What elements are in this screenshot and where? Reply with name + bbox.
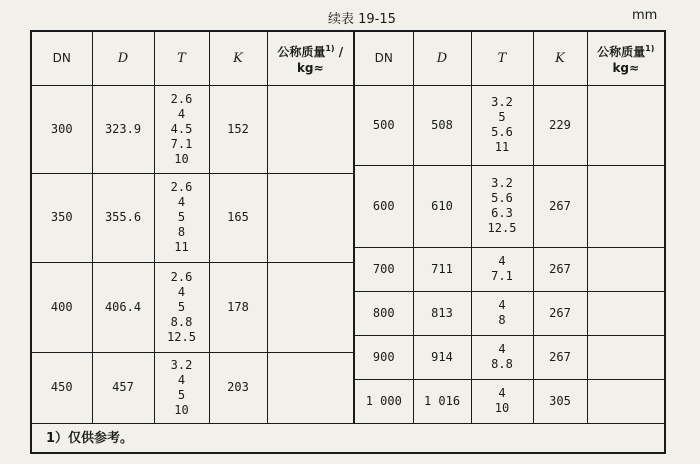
cell-k: 152 bbox=[209, 85, 267, 173]
cell-k: 267 bbox=[533, 247, 587, 291]
cell-t bbox=[471, 379, 533, 423]
thickness-value: 4 bbox=[498, 342, 506, 356]
thickness-value: 2.6 bbox=[170, 269, 193, 284]
cell-mass bbox=[587, 165, 664, 247]
header-t-right: T bbox=[471, 32, 533, 85]
table-row bbox=[355, 335, 664, 379]
table-row bbox=[32, 173, 353, 262]
cell-t bbox=[154, 85, 209, 173]
cell-dn: 1 000 bbox=[355, 379, 413, 423]
cell-dn: 500 bbox=[355, 85, 413, 165]
cell-mass bbox=[587, 85, 664, 165]
header-mass-unit: kg≈ bbox=[296, 60, 324, 75]
cell-k: 267 bbox=[533, 335, 587, 379]
thickness-value: 6.3 bbox=[491, 206, 513, 220]
cell-k: 267 bbox=[533, 165, 587, 247]
thickness-value: 5 bbox=[498, 110, 506, 124]
left-table bbox=[32, 32, 353, 424]
cell-mass bbox=[587, 247, 664, 291]
table-unit: mm bbox=[632, 8, 658, 23]
thickness-value: 8 bbox=[177, 225, 186, 239]
thickness-value: 5 bbox=[177, 387, 186, 402]
header-mass-unit-right: kg≈ bbox=[612, 60, 640, 75]
thickness-value: 3.2 bbox=[170, 357, 193, 372]
thickness-value: 5 bbox=[177, 210, 186, 224]
cell-k: 229 bbox=[533, 85, 587, 165]
header-dn-right: DN bbox=[355, 32, 413, 85]
header-d: D bbox=[92, 32, 154, 85]
thickness-value: 3.2 bbox=[491, 176, 513, 190]
cell-dn: 450 bbox=[32, 352, 92, 423]
right-half bbox=[355, 32, 664, 424]
cell-t bbox=[471, 335, 533, 379]
cell-k: 203 bbox=[209, 352, 267, 423]
cell-dn: 300 bbox=[32, 85, 92, 173]
thickness-value: 10 bbox=[494, 401, 510, 415]
cell-mass bbox=[267, 352, 353, 423]
header-mass-right bbox=[587, 32, 664, 85]
header-mass-label: 公称质量 bbox=[277, 44, 326, 59]
cell-k: 267 bbox=[533, 291, 587, 335]
cell-k: 178 bbox=[209, 262, 267, 352]
cell-d: 508 bbox=[413, 85, 471, 165]
cell-d: 1 016 bbox=[413, 379, 471, 423]
thickness-value: 2.6 bbox=[170, 180, 193, 194]
thickness-value: 8.8 bbox=[491, 357, 513, 371]
thickness-value: 11 bbox=[174, 240, 189, 254]
cell-t bbox=[154, 352, 209, 423]
table-row bbox=[32, 262, 353, 352]
thickness-value: 5.6 bbox=[491, 191, 513, 205]
cell-t bbox=[471, 291, 533, 335]
thickness-value: 4 bbox=[177, 106, 186, 121]
thickness-value: 12.5 bbox=[167, 329, 196, 344]
table-row bbox=[355, 165, 664, 247]
cell-d: 355.6 bbox=[92, 173, 154, 262]
table-row bbox=[355, 247, 664, 291]
thickness-value: 10 bbox=[174, 151, 189, 166]
header-dn: DN bbox=[32, 32, 92, 85]
thickness-value: 5 bbox=[177, 299, 186, 314]
header-mass-sep: / bbox=[334, 44, 344, 59]
thickness-value: 7.1 bbox=[491, 269, 513, 283]
cell-dn: 400 bbox=[32, 262, 92, 352]
cell-mass bbox=[267, 262, 353, 352]
header-t: T bbox=[154, 32, 209, 85]
header-mass-sup: 1) bbox=[325, 43, 335, 53]
cell-mass bbox=[267, 173, 353, 262]
cell-d: 406.4 bbox=[92, 262, 154, 352]
left-half bbox=[32, 32, 353, 424]
table-row bbox=[355, 379, 664, 423]
cell-mass bbox=[587, 291, 664, 335]
thickness-value: 7.1 bbox=[170, 136, 193, 151]
table-row bbox=[32, 85, 353, 173]
cell-t bbox=[154, 173, 209, 262]
header-d-right: D bbox=[413, 32, 471, 85]
cell-mass bbox=[267, 85, 353, 173]
thickness-value: 12.5 bbox=[487, 221, 517, 235]
table-row bbox=[355, 85, 664, 165]
cell-dn: 700 bbox=[355, 247, 413, 291]
header-mass-label-right: 公称质量 bbox=[597, 44, 646, 59]
right-table bbox=[355, 32, 664, 424]
cell-k: 165 bbox=[209, 173, 267, 262]
cell-mass bbox=[587, 379, 664, 423]
thickness-value: 3.2 bbox=[491, 95, 513, 109]
cell-t bbox=[471, 247, 533, 291]
table-row bbox=[32, 352, 353, 423]
header-k-right: K bbox=[533, 32, 587, 85]
thickness-value: 10 bbox=[174, 402, 189, 417]
thickness-value: 4 bbox=[177, 372, 186, 387]
cell-d: 610 bbox=[413, 165, 471, 247]
thickness-value: 4 bbox=[498, 254, 506, 268]
table-frame bbox=[30, 30, 666, 454]
cell-t bbox=[471, 165, 533, 247]
table-caption bbox=[0, 8, 700, 26]
thickness-value: 4 bbox=[177, 284, 186, 299]
cell-d: 813 bbox=[413, 291, 471, 335]
thickness-value: 8 bbox=[498, 313, 506, 327]
cell-dn: 900 bbox=[355, 335, 413, 379]
thickness-value: 4.5 bbox=[170, 121, 193, 136]
cell-d: 457 bbox=[92, 352, 154, 423]
header-mass-sup-right: 1) bbox=[645, 43, 655, 53]
cell-d: 711 bbox=[413, 247, 471, 291]
cell-d: 914 bbox=[413, 335, 471, 379]
footnote: 1）仅供参考。 bbox=[32, 423, 664, 454]
thickness-value: 4 bbox=[498, 386, 506, 400]
table-row bbox=[355, 291, 664, 335]
cell-dn: 600 bbox=[355, 165, 413, 247]
header-k: K bbox=[209, 32, 267, 85]
thickness-value: 4 bbox=[498, 298, 506, 312]
table-title: 续表 19-15 bbox=[328, 12, 396, 27]
cell-dn: 350 bbox=[32, 173, 92, 262]
thickness-value: 8.8 bbox=[170, 314, 193, 329]
cell-dn: 800 bbox=[355, 291, 413, 335]
header-mass bbox=[267, 32, 353, 85]
cell-d: 323.9 bbox=[92, 85, 154, 173]
cell-t bbox=[471, 85, 533, 165]
thickness-value: 4 bbox=[177, 195, 186, 209]
thickness-value: 5.6 bbox=[491, 125, 513, 139]
cell-k: 305 bbox=[533, 379, 587, 423]
thickness-value: 2.6 bbox=[170, 91, 193, 106]
thickness-value: 11 bbox=[494, 140, 510, 154]
cell-mass bbox=[587, 335, 664, 379]
cell-t bbox=[154, 262, 209, 352]
